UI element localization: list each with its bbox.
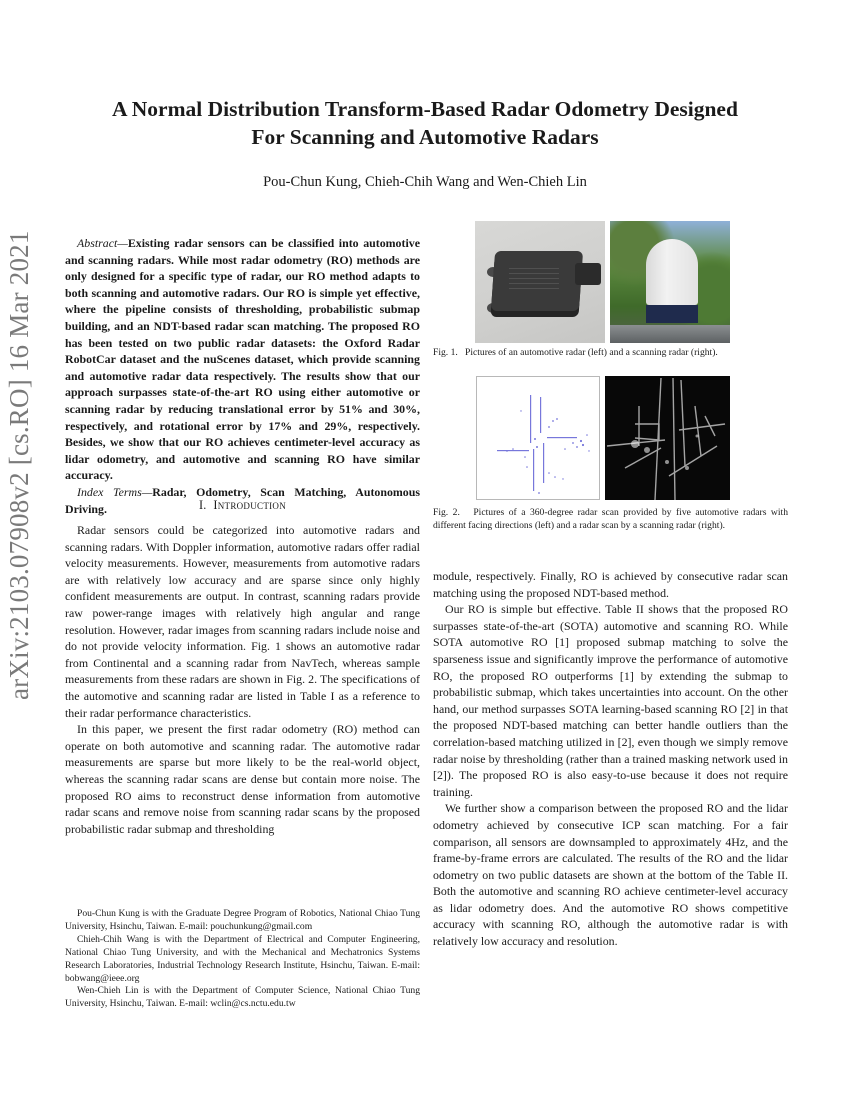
index-terms-text: Radar, Odometry, Scan Matching, Autonomous Driving. [65,484,420,516]
radar-image [605,376,730,500]
radar-base [646,305,698,323]
radar-dome [646,239,698,305]
fig1-caption [433,347,788,360]
fig2-label: Fig. 2. [433,507,460,518]
scanning-radar-photo [610,221,730,343]
section-title: Introduction [213,498,287,512]
roof-rail [610,325,730,343]
right-paragraph-3: We further show a comparison between the proposed RO and the lidar odometry achieved by consecutive ICP scan matching. For a fair comparison, all sensors are downsampled to approximately 4Hz, and the frame-by-frame errors are calculated. The results of the RO and the lidar odometry on two public datasets are shown at the bottom of the Table II. Both the automotive and scanning RO achieve centimeter-level accuracy as lidar odometry does. And the automotive RO shows competitive accuracy with scanning RO, although the automotive radar is with relatively low accuracy and resolution. [433,801,788,949]
abstract-paragraph: Abstract—Existing radar sensors can be classified into automotive and scanning radars. While most radar odometry (RO) methods are only designed for a specific type of radar, our RO method adapts to both scanning and automotive radars. Our RO is simple yet effective, where the pipeline consists of thresholding, probabilistic submap building, and an NDT-based radar scan matching. The proposed RO has been tested on two public radar datasets: the Oxford Radar RobotCar dataset and the nuScenes dataset, which provide scanning and automotive radar data respectively. The results show that our approach surpasses state-of-the-art RO using either automotive or scanning radar by reducing translational error by 51% and 30%, respectively, and rotational error by 17% and 29%, respectively. Besides, we show that our RO achieves centimeter-level accuracy as lidar odometry, and automotive and scanning RO have similar accuracy. [65,236,420,483]
paper-title-line-2: For Scanning and Automotive Radars [251,125,599,149]
index-terms: Index Terms—Radar, Odometry, Scan Matching, Autonomous Driving. [65,484,420,516]
fig2-caption [433,507,788,533]
right-paragraph-2: Our RO is simple but effective. Table II shows that the proposed RO surpasses state-of-the-art (SOTA) automotive and scanning RO. While SOTA automotive RO [1] proposed submap matching to solve the sparseness issue and significantly improve the performance of automotive RO, the proposed RO outperforms [1] by extending the submap to probabilistic submap, which takes uncertainties into account. On the other hand, our method surpasses SOTA learning-based scanning RO [2] in that the proposed NDT-based matching can better handle outliers than the correlation-based matching utilized in [2], even though we simply remove radar noise by thresholding (rather than a trained masking network used in [2]). The proposed RO is also easy-to-use because it does not require training. [433,602,788,799]
author-affiliation-footnotes [65,908,420,1011]
section-number: I. [198,498,207,512]
fig1-label: Fig. 1. [433,347,458,358]
abstract-label: Abstract [77,236,118,250]
scanning-radar-scan [605,376,730,500]
radar-connector [575,263,601,285]
arxiv-stamp: arXiv:2103.07908v2 [cs.RO] 16 Mar 2021 [4,230,34,700]
author-list: Pou-Chun Kung, Chieh-Chih Wang and Wen-Chieh Lin [263,174,587,190]
index-terms-label: Index Terms [77,484,142,499]
paper-title-line-1: A Normal Distribution Transform-Based Radar Odometry Designed [112,97,738,121]
intro-paragraph-1: Radar sensors could be categorized into automotive radars and scanning radars. With Doppler information, automotive radars offer radial velocity measurements. However, measurements from automotive radars are with relatively low accuracy and are sparse since only highly confident measurements are output. In contrast, scanning radars provide raw power-range images with relatively high angular and range resolution. However, radar images from scanning radars include noise and do not provide velocity information. Fig. 1 shows an automotive radar from Continental and a scanning radar from NavTech, whereas sample measurements from these radars are shown in Fig. 2. The specifications of the automotive and scanning radar are listed in Table I as a reference to their radar performance characteristics. [65,523,420,720]
footnote-1: Pou-Chun Kung is with the Graduate Degree Program of Robotics, National Chiao Tung University, Hsinchu, Taiwan. E-mail: pouchunkung@gmail.com [65,908,420,932]
footnote-2: Chieh-Chih Wang is with the Department of Electrical and Computer Engineering, National Chiao Tung University, and with the Mechanical and Mechatronics Systems Research Laboratories, Industrial Technology Research Institute, Hsinchu, Taiwan. E-mail: bobwang@ieee.org [65,933,420,984]
fig2-caption-text: Pictures of a 360-degree radar scan provided by five automotive radars with different facing directions (left) and a radar scan by a scanning radar (right). [433,507,788,531]
section-heading-introduction [65,498,420,513]
right-paragraph-1: module, respectively. Finally, RO is achieved by consecutive radar scan matching using the proposed NDT-based method. [433,569,788,600]
right-column-body [433,568,788,950]
automotive-radar-scan [476,376,600,500]
scan-point-cloud [477,377,599,499]
intro-paragraph-2: In this paper, we present the first radar odometry (RO) method can operate on both automotive and scanning radar. The automotive radar measurements are sparse but more likely to be the real-world object, whereas the scanning radar scans are dense but contain more noise. The proposed RO aims to reconstruct dense information from automotive radar scans and remove noise from scanning radar scans by the proposed probabilistic radar submap and thresholding [65,722,420,836]
paper-title [60,95,790,151]
abstract-text: Existing radar sensors can be classified into automotive and scanning radars. While most radar odometry (RO) methods are only designed for a specific type of radar, our RO method adapts to both scanning and automotive radars. Our RO is simple yet effective, where the pipeline consists of thresholding, probabilistic submap building, and an NDT-based radar scan matching. The proposed RO has been tested on two public radar datasets: the Oxford Radar RobotCar dataset and the nuScenes dataset, which provide scanning and automotive radar data respectively. The results show that our approach surpasses state-of-the-art RO using either automotive or scanning radar by reducing translational error by 51% and 30%, respectively, and rotational error by 17% and 29%, respectively. Besides, we show that our RO achieves centimeter-level accuracy as lidar odometry, and automotive and scanning RO have similar accuracy. [65,236,420,483]
introduction-body [65,522,420,837]
footnote-3: Wen-Chieh Lin is with the Department of Computer Science, National Chiao Tung University, Hsinchu, Taiwan. E-mail: wclin@cs.nctu.edu.tw [65,985,420,1010]
fig1-caption-text: Pictures of an automotive radar (left) and a scanning radar (right). [465,347,718,358]
radar-label-text [509,265,559,289]
automotive-radar-photo [475,221,605,343]
abstract [65,235,420,517]
